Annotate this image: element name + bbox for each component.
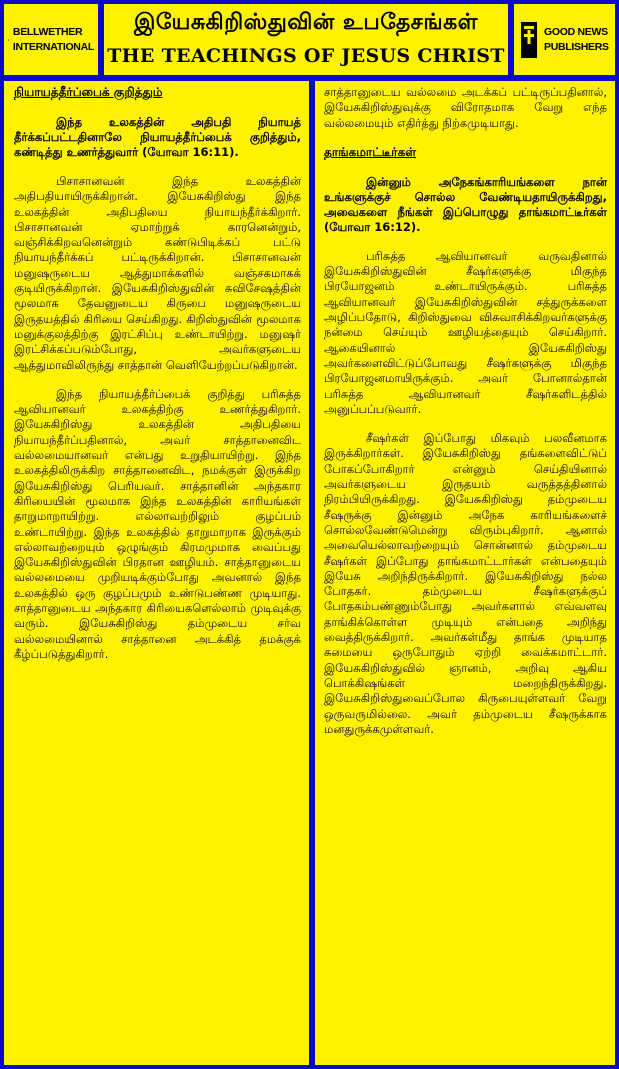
logo-bellwether-inner (4, 4, 98, 75)
scripture-quote-cannot-bear: இன்னும் அநேகங்காரியங்களை நான் உங்களுக்குச் சொல்ல வேண்டியதாயிருக்கிறது, அவைகளை நீங்கள் இப்பொழுது தாங்கமாட்டீர்கள் (யோவா 16:12). (324, 174, 607, 234)
paragraph-disciples-weak: சீஷர்கள் இப்போது மிகவும் பலவீனமாக இருக்கிறார்கள். இயேசுகிறிஸ்து தங்களைவிட்டுப் போகப்போகிறார் என்னும் செய்தியினால் அவர்களுடைய இருதயம் வருத்தத்தினால் நிரம்பியிருக்கிறது. இயேசுகிறிஸ்து தம்முடைய சீஷருக்கு இன்னும் அநேக காரியங்களைச் சொல்லவேண்டுமென்று விரும்புகிறார். ஆனால் அவையெல்லாவற்றையும் சொன்னால் தம்முடைய சீஷர்கள் இப்போது தாங்கமாட்டார்கள் என்பதையும் இயேசு அறிந்திருக்கிறார். இயேசுகிறிஸ்து நல்ல போதகர். தம்முடைய சீஷர்களுக்குப் போதகம்பண்ணும்போது அவர்களால் எவ்வளவு தாங்கிக்கொள்ள முடியும் என்பதை அறிந்து வைத்திருக்கிறார். அவர்கள்மீது தாங்க முடியாத சுமையை ஒருபோதும் ஏற்றி வைக்கமாட்டார். இயேசுகிறிஸ்துவில் ஞானம், அறிவு ஆகிய பொக்கிஷங்கள் மறைந்திருக்கிறது. இயேசுகிறிஸ்துவைப்போல கிருபையுள்ளவர் வேறு ஒருவருமில்லை. அவர் தம்முடைய சீஷருக்காக மனதுருக்கமுள்ளவர். (324, 431, 607, 736)
left-column (4, 81, 309, 1065)
page-header (104, 4, 508, 75)
logo-bellwether (4, 4, 98, 75)
paragraph-holy-spirit-benefit: பரிசுத்த ஆவியானவர் வருவதினால் இயேசுகிறிஸ்துவின் சீஷர்களுக்கு மிகுந்த பிரயோஜனம் உண்டாயிருக்கும். பரிசுத்த ஆவியானவர் இயேசுகிறிஸ்துவின் சத்துருக்களை அழிப்பதோடு, கிறிஸ்துவை விசுவாசிக்கிறவர்களுக்கு நன்மை செய்யும் ஊழியத்தையும் செய்கிறார். ஆகையினால் இயேசுகிறிஸ்து அவர்களைவிட்டுப்போவது சீஷர்களுக்கு மிகுந்த பிரயோஜனமாயிருக்கும். அவர் போனால்தான் பரிசுத்த ஆவியானவர் சீஷர்களிடத்தில் அனுப்பப்படுவார். (324, 248, 607, 416)
book-icon (518, 18, 540, 62)
right-column (315, 81, 615, 1065)
paragraph-power-subdued: சாத்தானுடைய வல்லமை அடக்கப் பட்டிருப்பதினால், இயேசுகிறிஸ்துவுக்கு விரோதமாக வேறு எந்த வல்லமையும் எதிர்த்து நிற்கமுடியாது. (324, 85, 607, 130)
logo-good-news-inner (514, 4, 615, 75)
logo-good-news-line1: GOOD NEWS (544, 25, 608, 38)
logo-bellwether-line1: BELLWETHER (12, 25, 83, 38)
logo-good-news-line2: PUBLISHERS (544, 40, 609, 53)
paragraph-judgment-spirit: இந்த நியாயத்தீர்ப்பைக் குறித்து பரிசுத்த ஆவியானவர் உலகத்திற்கு உணர்த்துகிறார். இயேசுகிறிஸ்து உலகத்தின் அதிபதியை நியாயந்தீர்ப்பதினால், அவர் சாத்தானைவிட வல்லமையானவர் என்பது உறுதியாயிற்று. இந்த உலகத்திலிருக்கிற சாத்தானைவிட, நமக்குள் இருக்கிற இயேசுகிறிஸ்து பெரியவர். சாத்தானின் அந்தகார கிரியையின் மூலமாக இந்த உலகத்தின் காரியங்கள் தாறுமாறாயிற்று. எல்லாவற்றிலும் குழப்பம் உண்டாயிற்று. இந்த உலகத்தில் தாறுமாறாக இருக்கும் எல்லாவற்றையும் ஒழுங்கும் கிரமமுமாக வைப்பது இயேசுகிறிஸ்துவின் பிரதான ஊழியம். சாத்தானுடைய வல்லமையை முறியடிக்கும்போது அவனால் இந்த உலகத்தில் ஒரு குழப்பமும் உண்டுபண்ண முடியாது. சாத்தானுடைய அந்தகார கிரியைகளெல்லாம் முடிவுக்கு வரும். இயேசுகிறிஸ்து தம்முடைய சர்வ வல்லமையினால் சாத்தானை அடக்கித் தமக்குக் கீழ்ப்படுத்துகிறார். (14, 386, 301, 661)
scripture-quote-judgment: இந்த உலகத்தின் அதிபதி நியாயத் தீர்க்கப்பட்டதினாலே நியாயத்தீர்ப்பைக் குறித்தும், கண்டித்து உணர்த்துவார் (யோவா 16:11). (14, 115, 301, 159)
section-heading-judgment: நியாயத்தீர்ப்பைக் குறித்தும் (14, 85, 163, 99)
tamil-title: இயேசுகிறிஸ்துவின் உபதேசங்கள் (133, 10, 479, 35)
section-heading-cannot-bear: தாங்கமாட்டீர்கள் (324, 144, 417, 159)
logo-bellwether-line2: INTERNATIONAL (12, 40, 94, 53)
paragraph-satan-prince: பிசாசானவன் இந்த உலகத்தின் அதிபதியாயிருக்கிறான். இயேசுகிறிஸ்து இந்த உலகத்தின் அதிபதியை நியாயந்தீர்க்கிறார். பிசாசானவன் ஏமாற்றுக் காரனென்றும், வஞ்சிக்கிறவனென்றும் கண்டுபிடிக்கப் பட்டு நியாயந்தீர்க்கப் பட்டிருக்கிறான். பிசாசானவன் மனுஷருடைய ஆத்துமாக்களில் வஞ்சகமாகக் குடியிருக்கிறான். இயேசுகிறிஸ்துவின் சுவிசேஷத்தின் மூலமாக தேவனுடைய கிருபை மனுஷருடைய இருதயத்தில் கிரியை செய்கிறது. கிறிஸ்துவின் மூலமாக மனுக்குலத்திற்கு இரட்சிப்பு உண்டாயிற்று. மனுஷர் இரட்சிக்கப்படும்போது, அவர்களுடைய ஆத்துமாவிலிருந்து சாத்தான் வெளியேற்றப்படுகிறான். (14, 174, 301, 372)
logo-bellwether-text (13, 25, 94, 55)
english-title: THE TEACHINGS OF JESUS CHRIST (107, 45, 505, 67)
logo-good-news-text (544, 25, 609, 55)
shepherd-icon (8, 17, 9, 63)
logo-good-news (514, 4, 615, 75)
